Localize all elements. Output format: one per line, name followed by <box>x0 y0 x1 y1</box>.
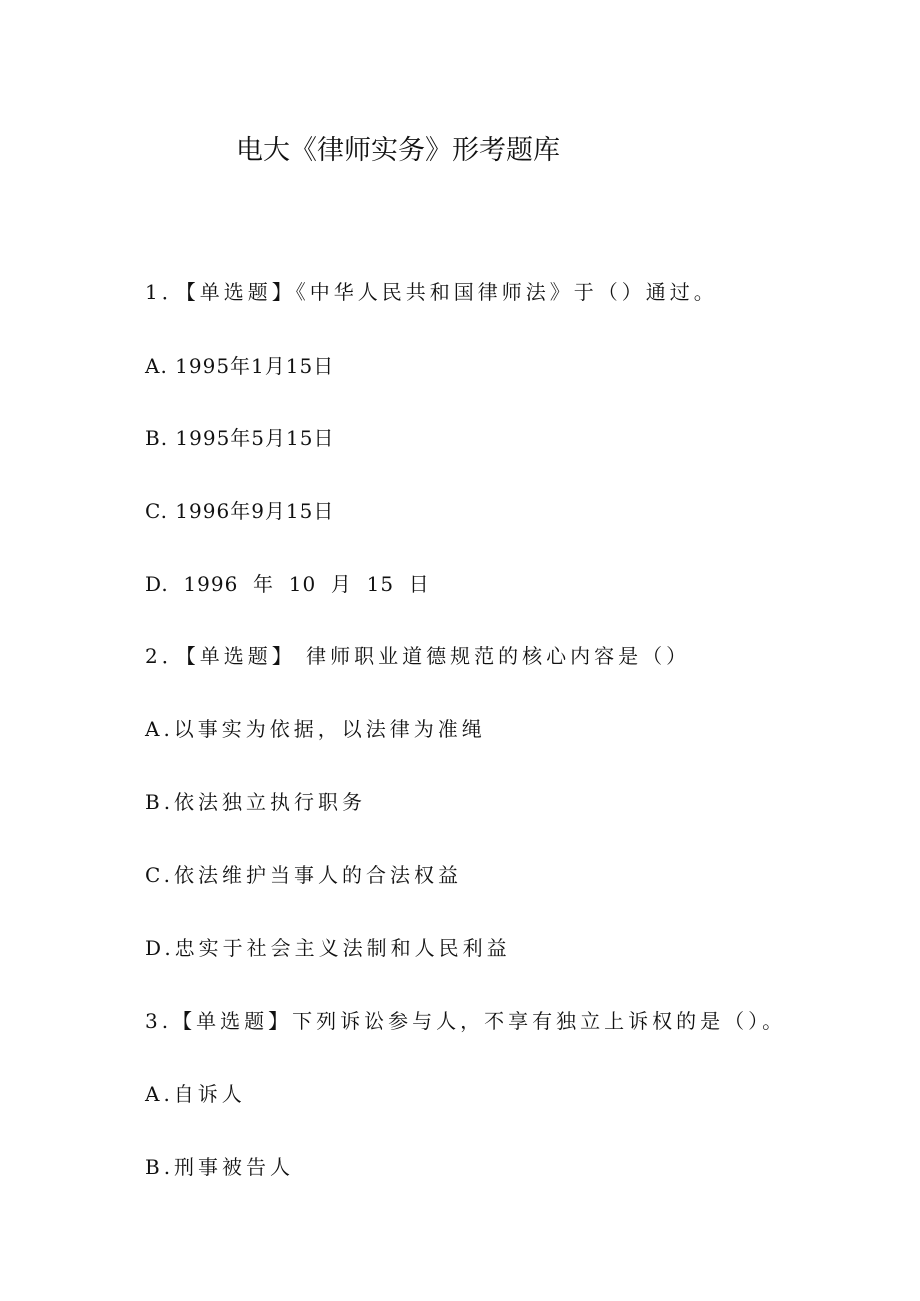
question-3-stem: 3.【单选题】下列诉讼参与人，不享有独立上诉权的是（）。 <box>145 1009 787 1033</box>
question-2-option-b: B.依法独立执行职务 <box>145 790 367 814</box>
question-2-option-d: D.忠实于社会主义法制和人民利益 <box>145 936 511 960</box>
question-1-option-d: D. 1996 年 10 月 15 日 <box>145 572 430 596</box>
question-2-stem: 2．【单选题】 律师职业道德规范的核心内容是（） <box>145 644 691 668</box>
question-1-option-c: C. 1996年9月15日 <box>145 499 335 523</box>
question-3-option-b: B.刑事被告人 <box>145 1155 295 1179</box>
question-1-option-b: B. 1995年5月15日 <box>145 426 335 450</box>
document-title: 电大《律师实务》形考题库 <box>236 135 560 166</box>
question-2-option-a: A.以事实为依据，以法律为准绳 <box>145 717 486 741</box>
question-2-option-c: C.依法维护当事人的合法权益 <box>145 863 462 887</box>
question-1-option-a: A. 1995年1月15日 <box>145 354 335 378</box>
question-1-stem: 1．【单选题】《中华人民共和国律师法》于（）通过。 <box>145 280 718 304</box>
question-3-option-a: A.自诉人 <box>145 1082 246 1106</box>
